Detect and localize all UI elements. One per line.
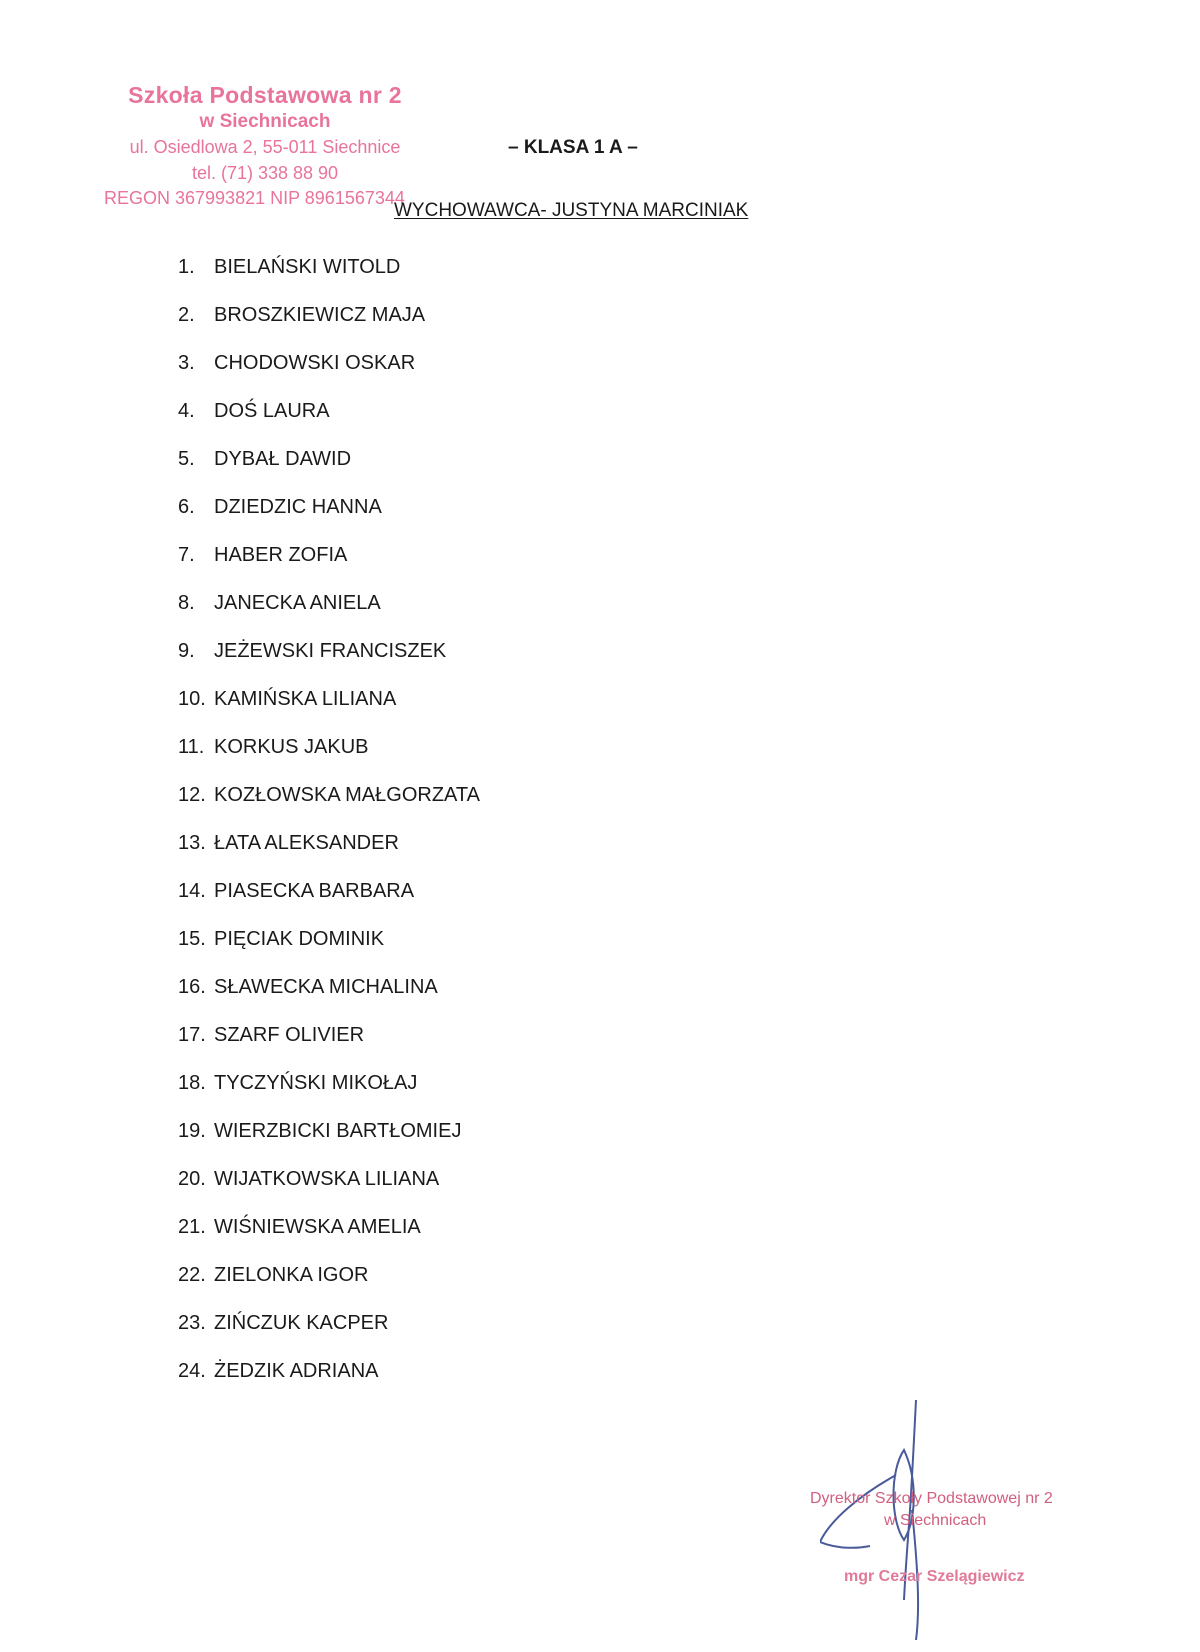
student-row [178,352,480,400]
student-row [178,688,480,736]
student-row [178,496,480,544]
student-row [178,1360,480,1408]
student-row [178,736,480,784]
student-number: 23. [178,1312,206,1334]
student-row [178,544,480,592]
student-number: 18. [178,1072,206,1094]
school-town: w Siechnicach [199,111,331,132]
student-row [178,1168,480,1216]
student-name: HABER ZOFIA [214,544,348,566]
student-name: PIASECKA BARBARA [214,880,415,902]
school-name: Szkoła Podstawowa nr 2 [128,82,402,108]
student-name: WIERZBICKI BARTŁOMIEJ [214,1120,462,1142]
student-number: 11. [178,736,205,758]
student-name: ZIŃCZUK KACPER [214,1312,389,1334]
signature-title: Dyrektor Szkoły Podstawowej nr 2 [810,1490,1053,1507]
student-name: DZIEDZIC HANNA [214,496,382,518]
student-row [178,640,480,688]
student-number: 20. [178,1168,206,1190]
student-number: 4. [178,400,195,422]
student-name: WIŚNIEWSKA AMELIA [214,1216,421,1238]
student-name: CHODOWSKI OSKAR [214,352,416,374]
student-row [178,928,480,976]
student-name: ŻEDZIK ADRIANA [214,1360,379,1382]
student-number: 14. [178,880,206,902]
class-title: – KLASA 1 A – [508,137,638,158]
student-name: KORKUS JAKUB [214,736,369,758]
student-name: ZIELONKA IGOR [214,1264,369,1286]
student-row [178,784,480,832]
student-list [178,256,480,1408]
student-number: 24. [178,1360,206,1382]
student-name: BROSZKIEWICZ MAJA [214,304,426,326]
signature-town: w Siechnicach [884,1512,987,1529]
student-row [178,880,480,928]
student-name: JEŻEWSKI FRANCISZEK [214,640,447,662]
student-name: DOŚ LAURA [214,400,330,422]
student-number: 17. [178,1024,206,1046]
student-row [178,1024,480,1072]
student-number: 6. [178,496,195,518]
student-row [178,592,480,640]
student-number: 12. [178,784,206,806]
student-name: TYCZYŃSKI MIKOŁAJ [214,1072,418,1094]
student-number: 5. [178,448,195,470]
student-row [178,304,480,352]
student-name: KAMIŃSKA LILIANA [214,688,397,710]
student-number: 1. [178,256,195,278]
student-row [178,448,480,496]
student-number: 10. [178,688,206,710]
student-name: DYBAŁ DAWID [214,448,352,470]
student-name: WIJATKOWSKA LILIANA [214,1168,440,1190]
student-number: 15. [178,928,206,950]
school-address: ul. Osiedlowa 2, 55-011 Siechnice [129,137,401,157]
student-row [178,400,480,448]
student-row [178,1312,480,1360]
student-name: BIELAŃSKI WITOLD [214,256,401,278]
student-number: 2. [178,304,195,326]
student-name: PIĘCIAK DOMINIK [214,928,385,950]
student-number: 22. [178,1264,206,1286]
student-number: 13. [178,832,206,854]
student-name: SŁAWECKA MICHALINA [214,976,438,998]
student-row [178,832,480,880]
student-row [178,256,480,304]
teacher-heading: WYCHOWAWCA- JUSTYNA MARCINIAK [394,200,749,221]
student-row [178,1216,480,1264]
student-row [178,1264,480,1312]
student-name: JANECKA ANIELA [214,592,381,614]
student-name: KOZŁOWSKA MAŁGORZATA [214,784,480,806]
student-row [178,976,480,1024]
student-row [178,1120,480,1168]
student-name: SZARF OLIVIER [214,1024,365,1046]
student-number: 21. [178,1216,206,1238]
student-number: 7. [178,544,195,566]
student-number: 19. [178,1120,206,1142]
school-stamp [100,80,430,210]
student-row [178,1072,480,1120]
student-number: 16. [178,976,206,998]
school-phone: tel. (71) 338 88 90 [191,163,339,183]
student-number: 9. [178,640,195,662]
student-number: 3. [178,352,195,374]
school-regon-nip: REGON 367993821 NIP 8961567344 [104,188,405,208]
student-name: ŁATA ALEKSANDER [214,832,399,854]
student-number: 8. [178,592,195,614]
signature-name: mgr Cezar Szelągiewicz [844,1568,1025,1585]
